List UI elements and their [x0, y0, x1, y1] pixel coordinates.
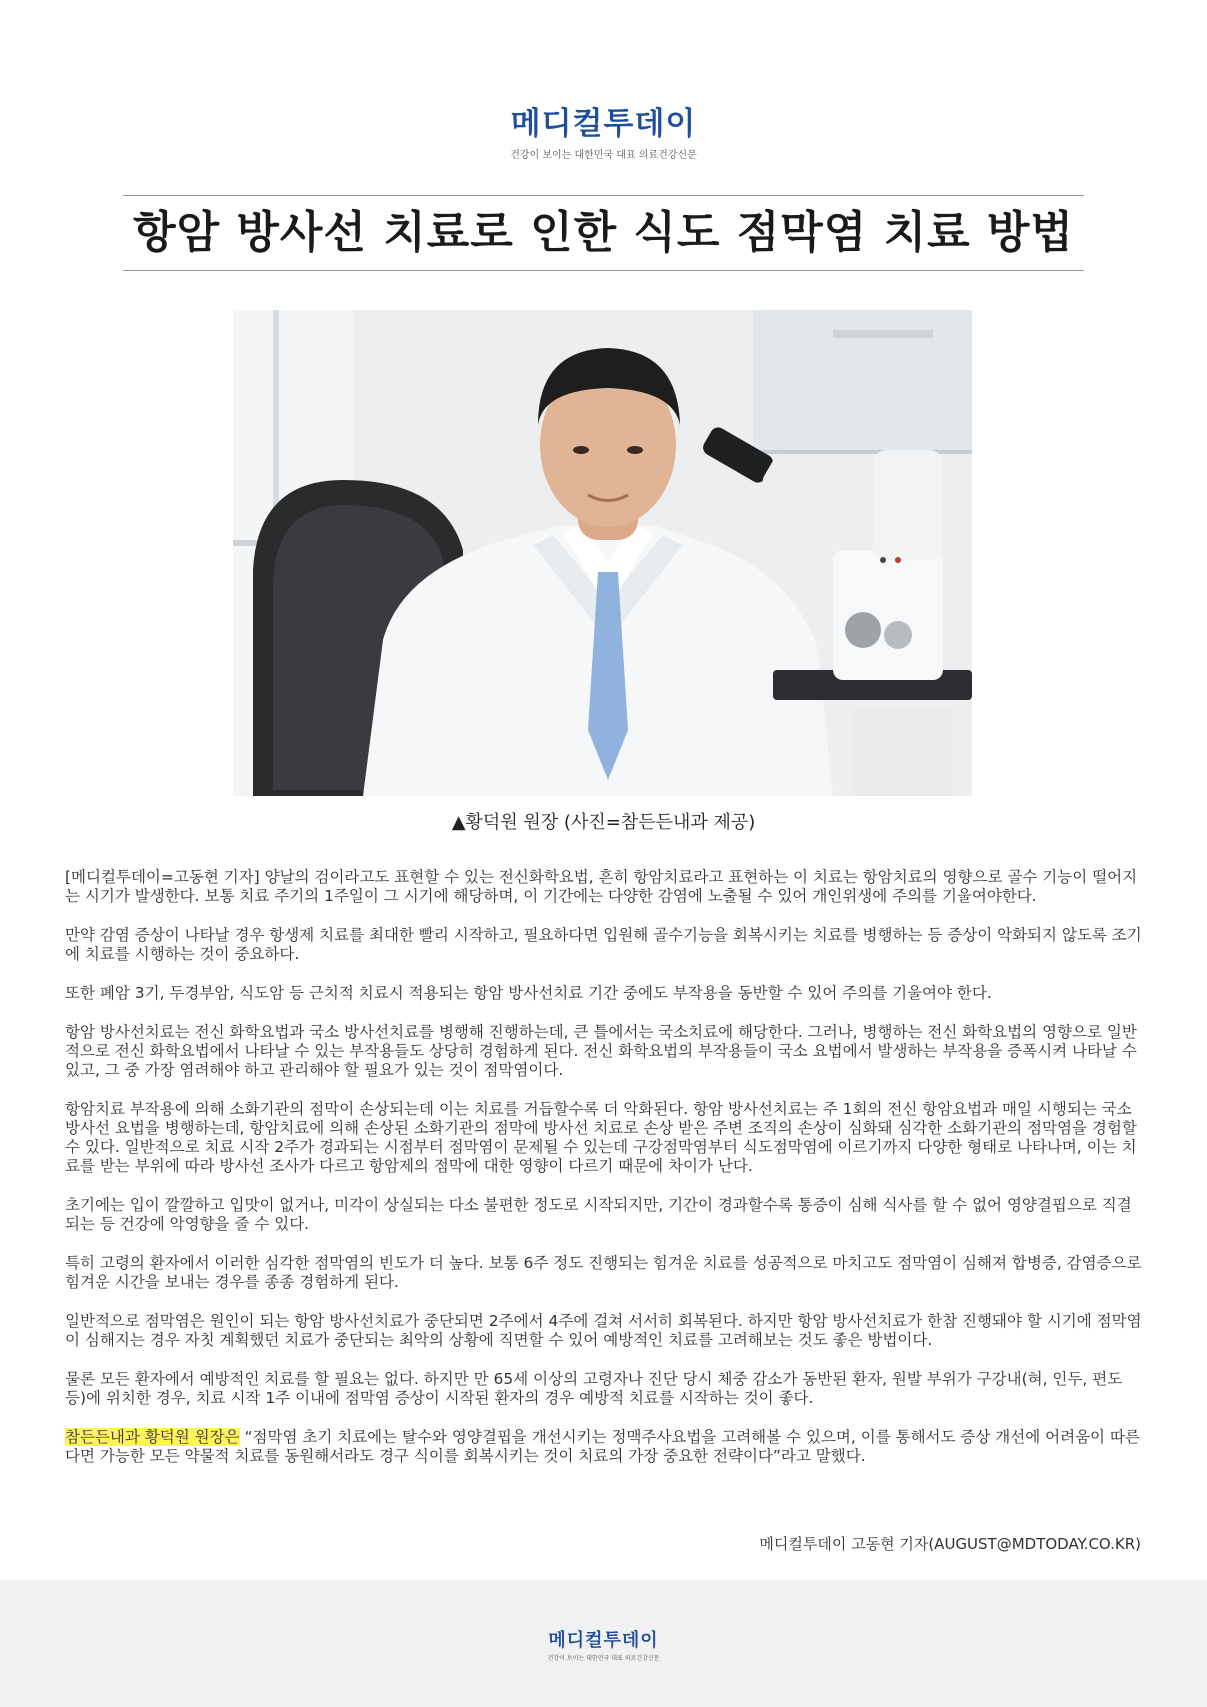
masthead — [0, 104, 1207, 161]
article-paragraph: 특히 고령의 환자에서 이러한 심각한 점막염의 빈도가 더 높다. 보통 6주 정도 진행되는 힘겨운 치료를 성공적으로 마치고도 점막염이 심해져 합병증, 감염증으로 힘겨운 시간을 보내는 경우를 종종 경험하게 된다. — [65, 1254, 1142, 1291]
headline-top-rule — [123, 195, 1084, 196]
article-paragraph: 초기에는 입이 깔깔하고 입맛이 없거나, 미각이 상실되는 다소 불편한 정도로 시작되지만, 기간이 경과할수록 통증이 심해 식사를 할 수 없어 영양결핍으로 직결되는 등 건강에 악영향을 줄 수 있다. — [65, 1196, 1132, 1233]
footer-logo — [0, 1630, 1207, 1662]
article-paragraph: 또한 폐암 3기, 두경부암, 식도암 등 근치적 치료시 적용되는 항암 방사선치료 기간 중에도 부작용을 동반할 수 있어 주의를 기울여야 한다. — [65, 984, 992, 1002]
quote-paragraph — [65, 1428, 1142, 1466]
article-paragraph: 항암 방사선치료는 전신 화학요법과 국소 방사선치료를 병행해 진행하는데, 큰 틀에서는 국소치료에 해당한다. 그러나, 병행하는 전신 화학요법의 영향으로 일반적으로 전신 화학요법에서 나타날 수 있는 부작용들도 상당히 경험하게 된다. 전신 화학요법의 부작용들이 국소 요법에서 발생하는 부작용을 증폭시켜 나타날 수 있고, 그 중 가장 염려해야 하고 관리해야 할 필요가 있는 것이 점막염이다. — [65, 1023, 1137, 1079]
doctor-with-microscope-photo — [233, 310, 972, 796]
site-tagline: 건강이 보이는 대한민국 대표 의료건강신문 — [510, 150, 697, 161]
article-photo — [233, 310, 972, 796]
photo-caption: ▲황덕원 원장 (사진=참든든내과 제공) — [451, 812, 756, 833]
footer-logo-title[interactable]: 메디컬투데이 — [548, 1630, 659, 1651]
site-logo[interactable]: 메디컬투데이 — [510, 106, 697, 142]
article-body — [65, 868, 1142, 1486]
footer-tagline: 건강이 보이는 대한민국 대표 의료건강신문 — [547, 1655, 660, 1662]
article-headline: 항암 방사선 치료로 인한 식도 점막염 치료 방법 — [133, 207, 1074, 258]
quote-speaker-highlight: 참든든내과 황덕원 원장은 — [65, 1428, 240, 1446]
headline-bottom-rule — [123, 270, 1084, 271]
article-paragraph: 만약 감염 증상이 나타날 경우 항생제 치료를 최대한 빨리 시작하고, 필요하다면 입원해 골수기능을 회복시키는 치료를 병행하는 등 증상이 악화되지 않도록 조기에 치료를 시행하는 것이 중요하다. — [65, 926, 1142, 963]
article-paragraph: 항암치료 부작용에 의해 소화기관의 점막이 손상되는데 이는 치료를 거듭할수록 더 악화된다. 항암 방사선치료는 주 1회의 전신 항암요법과 매일 시행되는 국소 방사선 요법을 병행하는데, 항암치료에 의해 손상된 소화기관의 점막에 방사선 치료로 손상 받은 주변 조직의 손상이 심화돼 심각한 소화기관의 점막염을 경험할 수 있다. 일반적으로 치료 시작 2주가 경과되는 시점부터 점막염이 문제될 수 있는데 구강점막염부터 식도점막염에 이르기까지 다양한 형태로 나타나며, 이는 치료를 받는 부위에 따라 방사선 조사가 다르고 항암제의 점막에 대한 영향이 다르기 때문에 차이가 난다. — [65, 1100, 1137, 1175]
article-paragraph: [메디컬투데이=고동현 기자] 양날의 검이라고도 표현할 수 있는 전신화학요법, 흔히 항암치료라고 표현하는 이 치료는 항암치료의 영향으로 골수 기능이 떨어지는 시기가 발생한다. 보통 치료 주기의 1주일이 그 시기에 해당하며, 이 기간에는 다양한 감염에 노출될 수 있어 개인위생에 주의를 기울여야한다. — [65, 868, 1138, 905]
article-paragraph: 물론 모든 환자에서 예방적인 치료를 할 필요는 없다. 하지만 만 65세 이상의 고령자나 진단 당시 체중 감소가 동반된 환자, 원발 부위가 구강내(혀, 인두, 편도 등)에 위치한 경우, 치료 시작 1주 이내에 점막염 증상이 시작된 환자의 경우 예방적 치료를 시작하는 것이 좋다. — [65, 1370, 1123, 1407]
byline: 메디컬투데이 고동현 기자(AUGUST@MDTODAY.CO.KR) — [759, 1535, 1141, 1553]
quote-text: “점막염 초기 치료에는 탈수와 영양결핍을 개선시키는 정맥주사요법을 고려해볼 수 있으며, 이를 통해서도 증상 개선에 어려움이 따른다면 가능한 모든 약물적 치료를 동원해서라도 경구 식이를 회복시키는 것이 치료의 가장 중요한 전략이다”라고 말했다. — [65, 1428, 1140, 1465]
page-footer — [0, 1580, 1207, 1707]
article-paragraph: 일반적으로 점막염은 원인이 되는 항암 방사선치료가 중단되면 2주에서 4주에 걸쳐 서서히 회복된다. 하지만 항암 방사선치료가 한참 진행돼야 할 시기에 점막염이 심해지는 경우 자칫 계획했던 치료가 중단되는 최악의 상황에 직면할 수 있어 예방적인 치료를 고려해보는 것도 좋은 방법이다. — [65, 1312, 1142, 1349]
